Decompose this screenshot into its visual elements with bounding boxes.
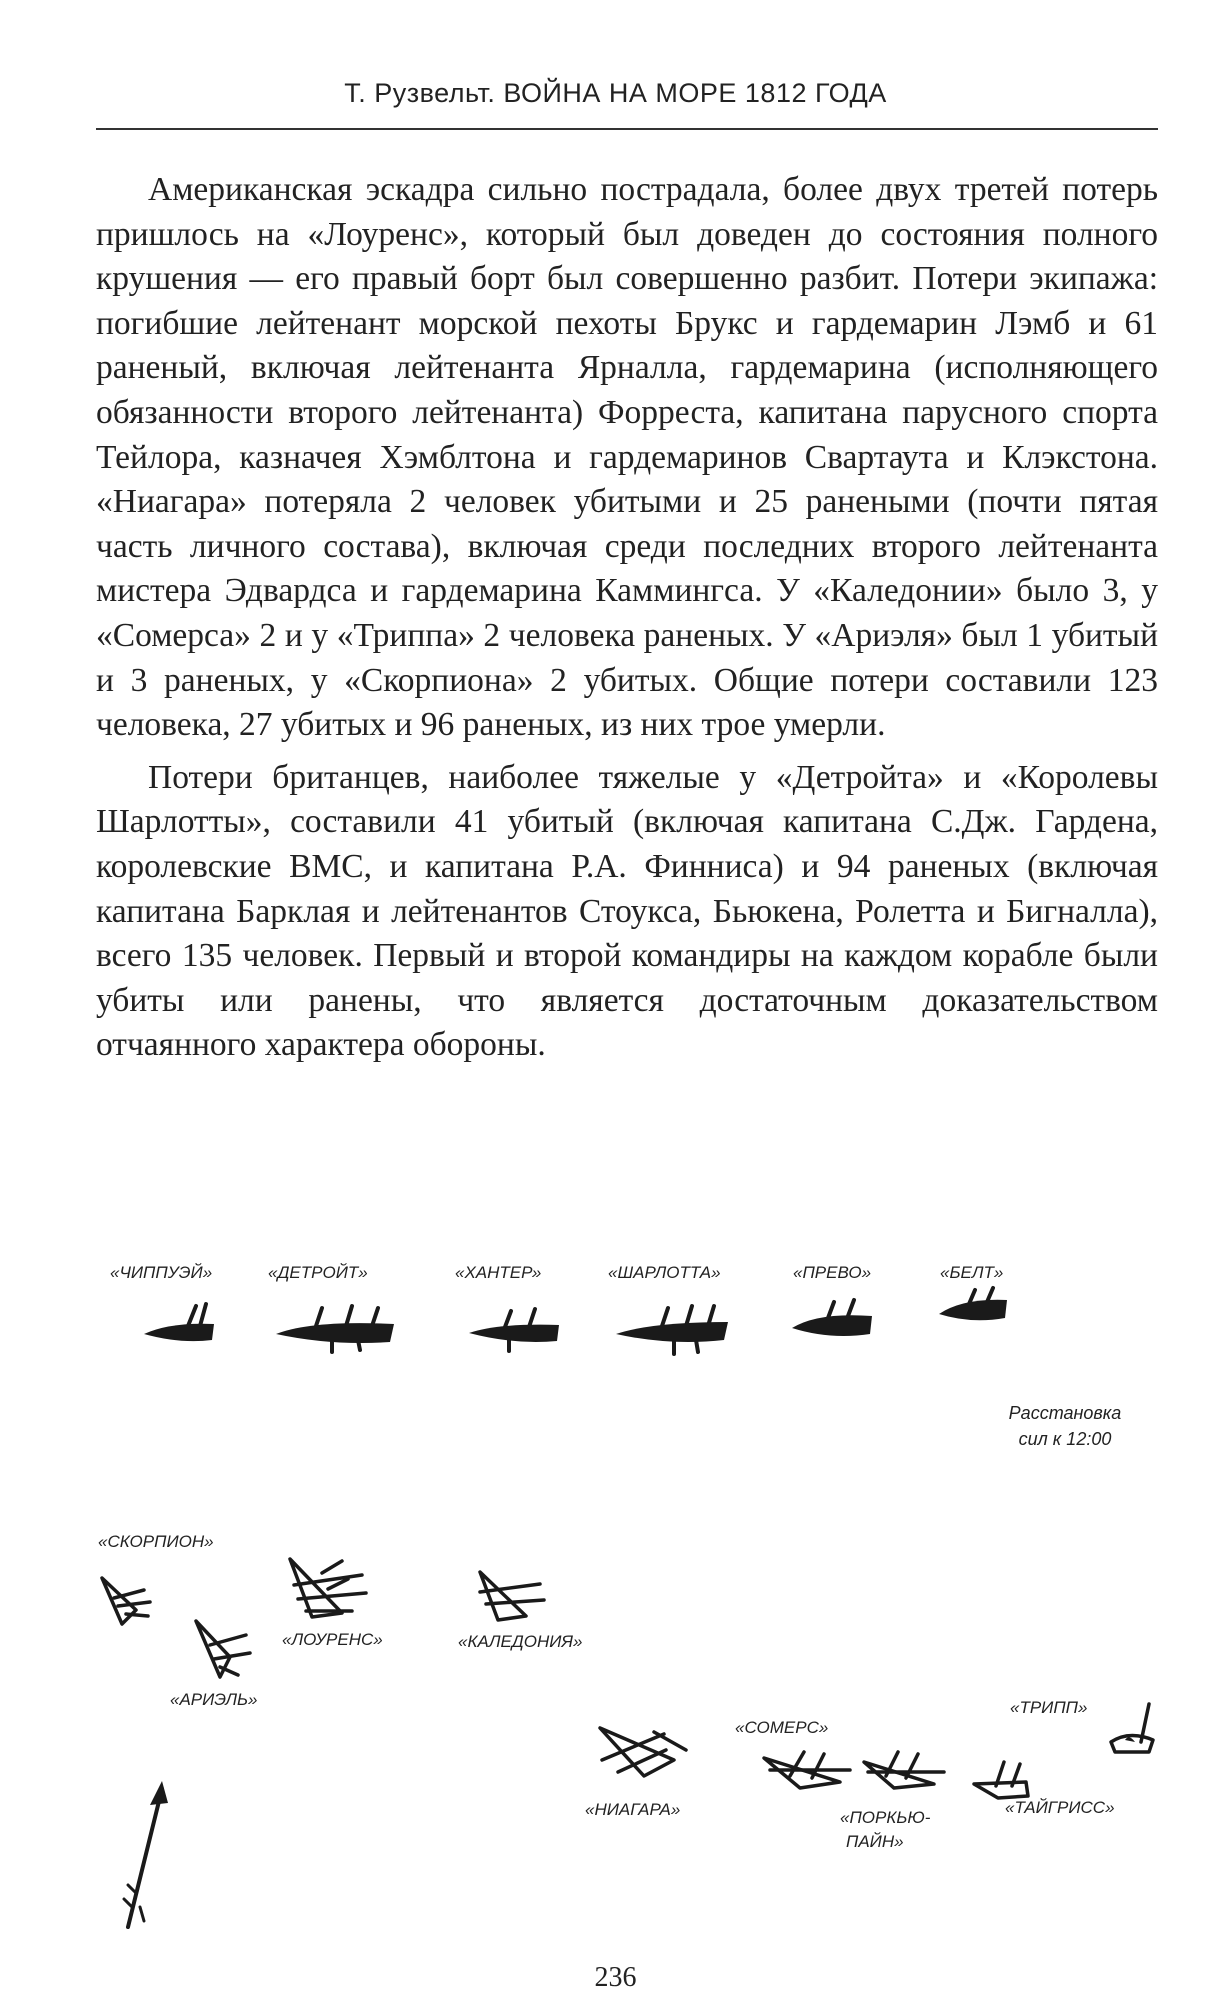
ship-ariel-icon xyxy=(190,1615,270,1685)
label-niagara: «НИАГАРА» xyxy=(585,1800,681,1819)
ship-caledonia-icon xyxy=(470,1568,550,1628)
ship-belt-icon xyxy=(935,1288,1015,1332)
label-caledonia: «КАЛЕДОНИЯ» xyxy=(458,1632,583,1651)
label-porcupine-1: «ПОРКЬЮ- xyxy=(840,1808,931,1827)
label-belt: «БЕЛТ» xyxy=(940,1263,1004,1282)
ship-tigress-icon xyxy=(970,1758,1040,1808)
ship-somers-icon xyxy=(760,1748,860,1803)
label-somers: «СОМЕРС» xyxy=(735,1718,829,1737)
label-hunter: «ХАНТЕР» xyxy=(455,1263,542,1282)
label-porcupine-2: ПАЙН» xyxy=(846,1832,904,1851)
header-rule xyxy=(96,128,1158,130)
ship-detroit-icon xyxy=(272,1300,402,1355)
diagram-caption xyxy=(990,1400,1140,1452)
label-trippe: «ТРИПП» xyxy=(1010,1698,1088,1717)
ship-chippewa-icon xyxy=(140,1300,220,1348)
label-chippewa: «ЧИППУЭЙ» xyxy=(110,1263,213,1282)
ship-hunter-icon xyxy=(465,1305,565,1353)
caption-line-1: Расстановка xyxy=(1008,1403,1122,1423)
wind-arrow-icon xyxy=(118,1775,178,1935)
ship-porcupine-icon xyxy=(860,1748,950,1803)
ship-lawrence-icon xyxy=(282,1555,372,1630)
ship-scorpion-icon xyxy=(96,1570,162,1636)
label-charlotte: «ШАРЛОТТА» xyxy=(608,1263,721,1282)
label-lawrence: «ЛОУРЕНС» xyxy=(282,1630,383,1649)
ship-trippe-icon xyxy=(1105,1700,1165,1760)
label-detroit: «ДЕТРОЙТ» xyxy=(268,1263,368,1282)
paragraph-american-losses: Американская эскадра сильно пострадала, более двух третей потерь пришлось на «Лоуренс», который был доведен до состояния полного крушения — его правый борт был совершенно разбит. Потери экипажа: погибшие лейтенант морской пехоты Брукс и гардемарин Лэмб и 61 раненый, включая лейтенанта Ярналла, гардемарина (исполняющего обязанности второго лейтенанта) Форреста, капитана парусного спорта Тейлора, казначея Хэмблтона и гардемаринов Свартаута и Клэкстона. «Ниагара» потеряла 2 человек убитыми и 25 ранеными (почти пятая часть личного состава), включая среди последних второго лейтенанта мистера Эдвардса и гардемарина Каммингса. У «Каледонии» было 3, у «Сомерса» 2 и у «Триппа» 2 человека раненых. У «Ариэля» был 1 убитый и 3 раненых, у «Скорпиона» 2 убитых. Общие потери составили 123 человека, 27 убитых и 96 раненых, из них трое умерли. xyxy=(96,171,1158,744)
label-scorpion: «СКОРПИОН» xyxy=(98,1532,214,1551)
caption-line-2: сил к 12:00 xyxy=(1018,1429,1112,1449)
ship-niagara-icon xyxy=(594,1720,694,1790)
paragraph-british-losses: Потери британцев, наиболее тяжелые у «Детройта» и «Королевы Шарлотты», составили 41 убитый (включая капитана С.Дж. Гардена, королевские ВМС, и капитана Р.А. Финниса) и 94 раненых (включая капитана Барклая и лейтенантов Стоукса, Бьюкена, Ролетта и Бигналла), всего 135 человек. Первый и второй командиры на каждом корабле были убиты или ранены, что является достаточным доказательством отчаянного характера обороны. xyxy=(96,758,1158,1064)
ship-prevost-icon xyxy=(788,1298,878,1346)
label-prevost: «ПРЕВО» xyxy=(793,1263,872,1282)
body-text xyxy=(96,168,1158,1068)
label-tigress: «ТАЙГРИСС» xyxy=(1005,1798,1115,1817)
page-number: 236 xyxy=(594,1962,637,1993)
ship-charlotte-icon xyxy=(612,1300,737,1356)
running-head: Т. Рузвельт. ВОЙНА НА МОРЕ 1812 ГОДА xyxy=(344,78,887,108)
label-ariel: «АРИЭЛЬ» xyxy=(170,1690,258,1709)
